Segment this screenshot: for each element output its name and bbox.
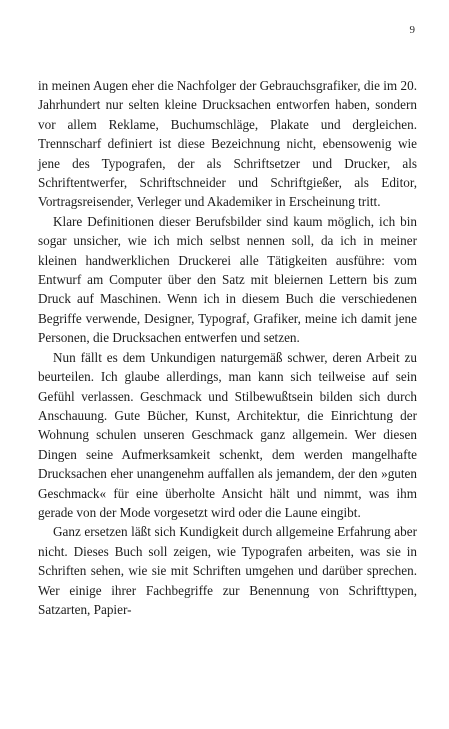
paragraph-3: Nun fällt es dem Unkundigen naturgemäß schwer, deren Arbeit zu beurteilen. Ich glaube allerdings, man kann sich teilweise auf sein Gefühl verlassen. Geschmack und Stilbewußtsein bilden sich durch Anschauung. Gute Bücher, Kunst, Architektur, die Einrichtung der Wohnung schulen unseren Geschmack ganz allgemein. Wer diesen Dingen seine Aufmerksamkeit schenkt, dem werden mangelhafte Drucksachen eher unangenehm auffallen als jemandem, der den »guten Geschmack« für eine überholte Ansicht hält und nimmt, was ihm gerade von der Mode vorgesetzt wird oder die Laune eingibt.: [38, 349, 417, 520]
paragraph-2: Klare Definitionen dieser Berufsbilder sind kaum möglich, ich bin sogar unsicher, wie ich mich selbst nennen soll, da ich in meiner kleinen handwerklichen Druckerei alle Tätigkeiten ausführe: vom Entwurf am Computer über den Satz mit bleiernen Lettern bis zum Druck auf Maschinen. Wenn ich in diesem Buch die verschiedenen Begriffe verwende, Designer, Typograf, Grafiker, meine ich damit jene Personen, die Drucksachen entwerfen und setzen.: [38, 213, 417, 346]
body-text: [38, 76, 417, 619]
paragraph-1: in meinen Augen eher die Nachfolger der Gebrauchsgrafiker, die im 20. Jahrhundert nur selten kleine Drucksachen entworfen haben, sondern vor allem Reklame, Buchumschläge, Plakate und dergleichen. Trennscharf definiert ist diese Bezeichnung nicht, ebensowenig wie jene des Typografen, der als Schriftsetzer und Drucker, als Schriftentwerfer, Schriftschneider und Schriftgießer, als Editor, Vortragsreisender, Verleger und Akademiker in Erscheinung tritt.: [38, 78, 417, 210]
paragraph-4: Ganz ersetzen läßt sich Kundigkeit durch allgemeine Erfahrung aber nicht. Dieses Buch soll zeigen, wie Typografen arbeiten, was sie in Schriften sehen, wie sie mit Schriften umgehen und darüber sprechen. Wer einige ihrer Fachbegriffe zur Benennung von Schrifttypen, Satzarten, Papier-: [38, 524, 417, 617]
page-number: 9: [409, 24, 415, 36]
